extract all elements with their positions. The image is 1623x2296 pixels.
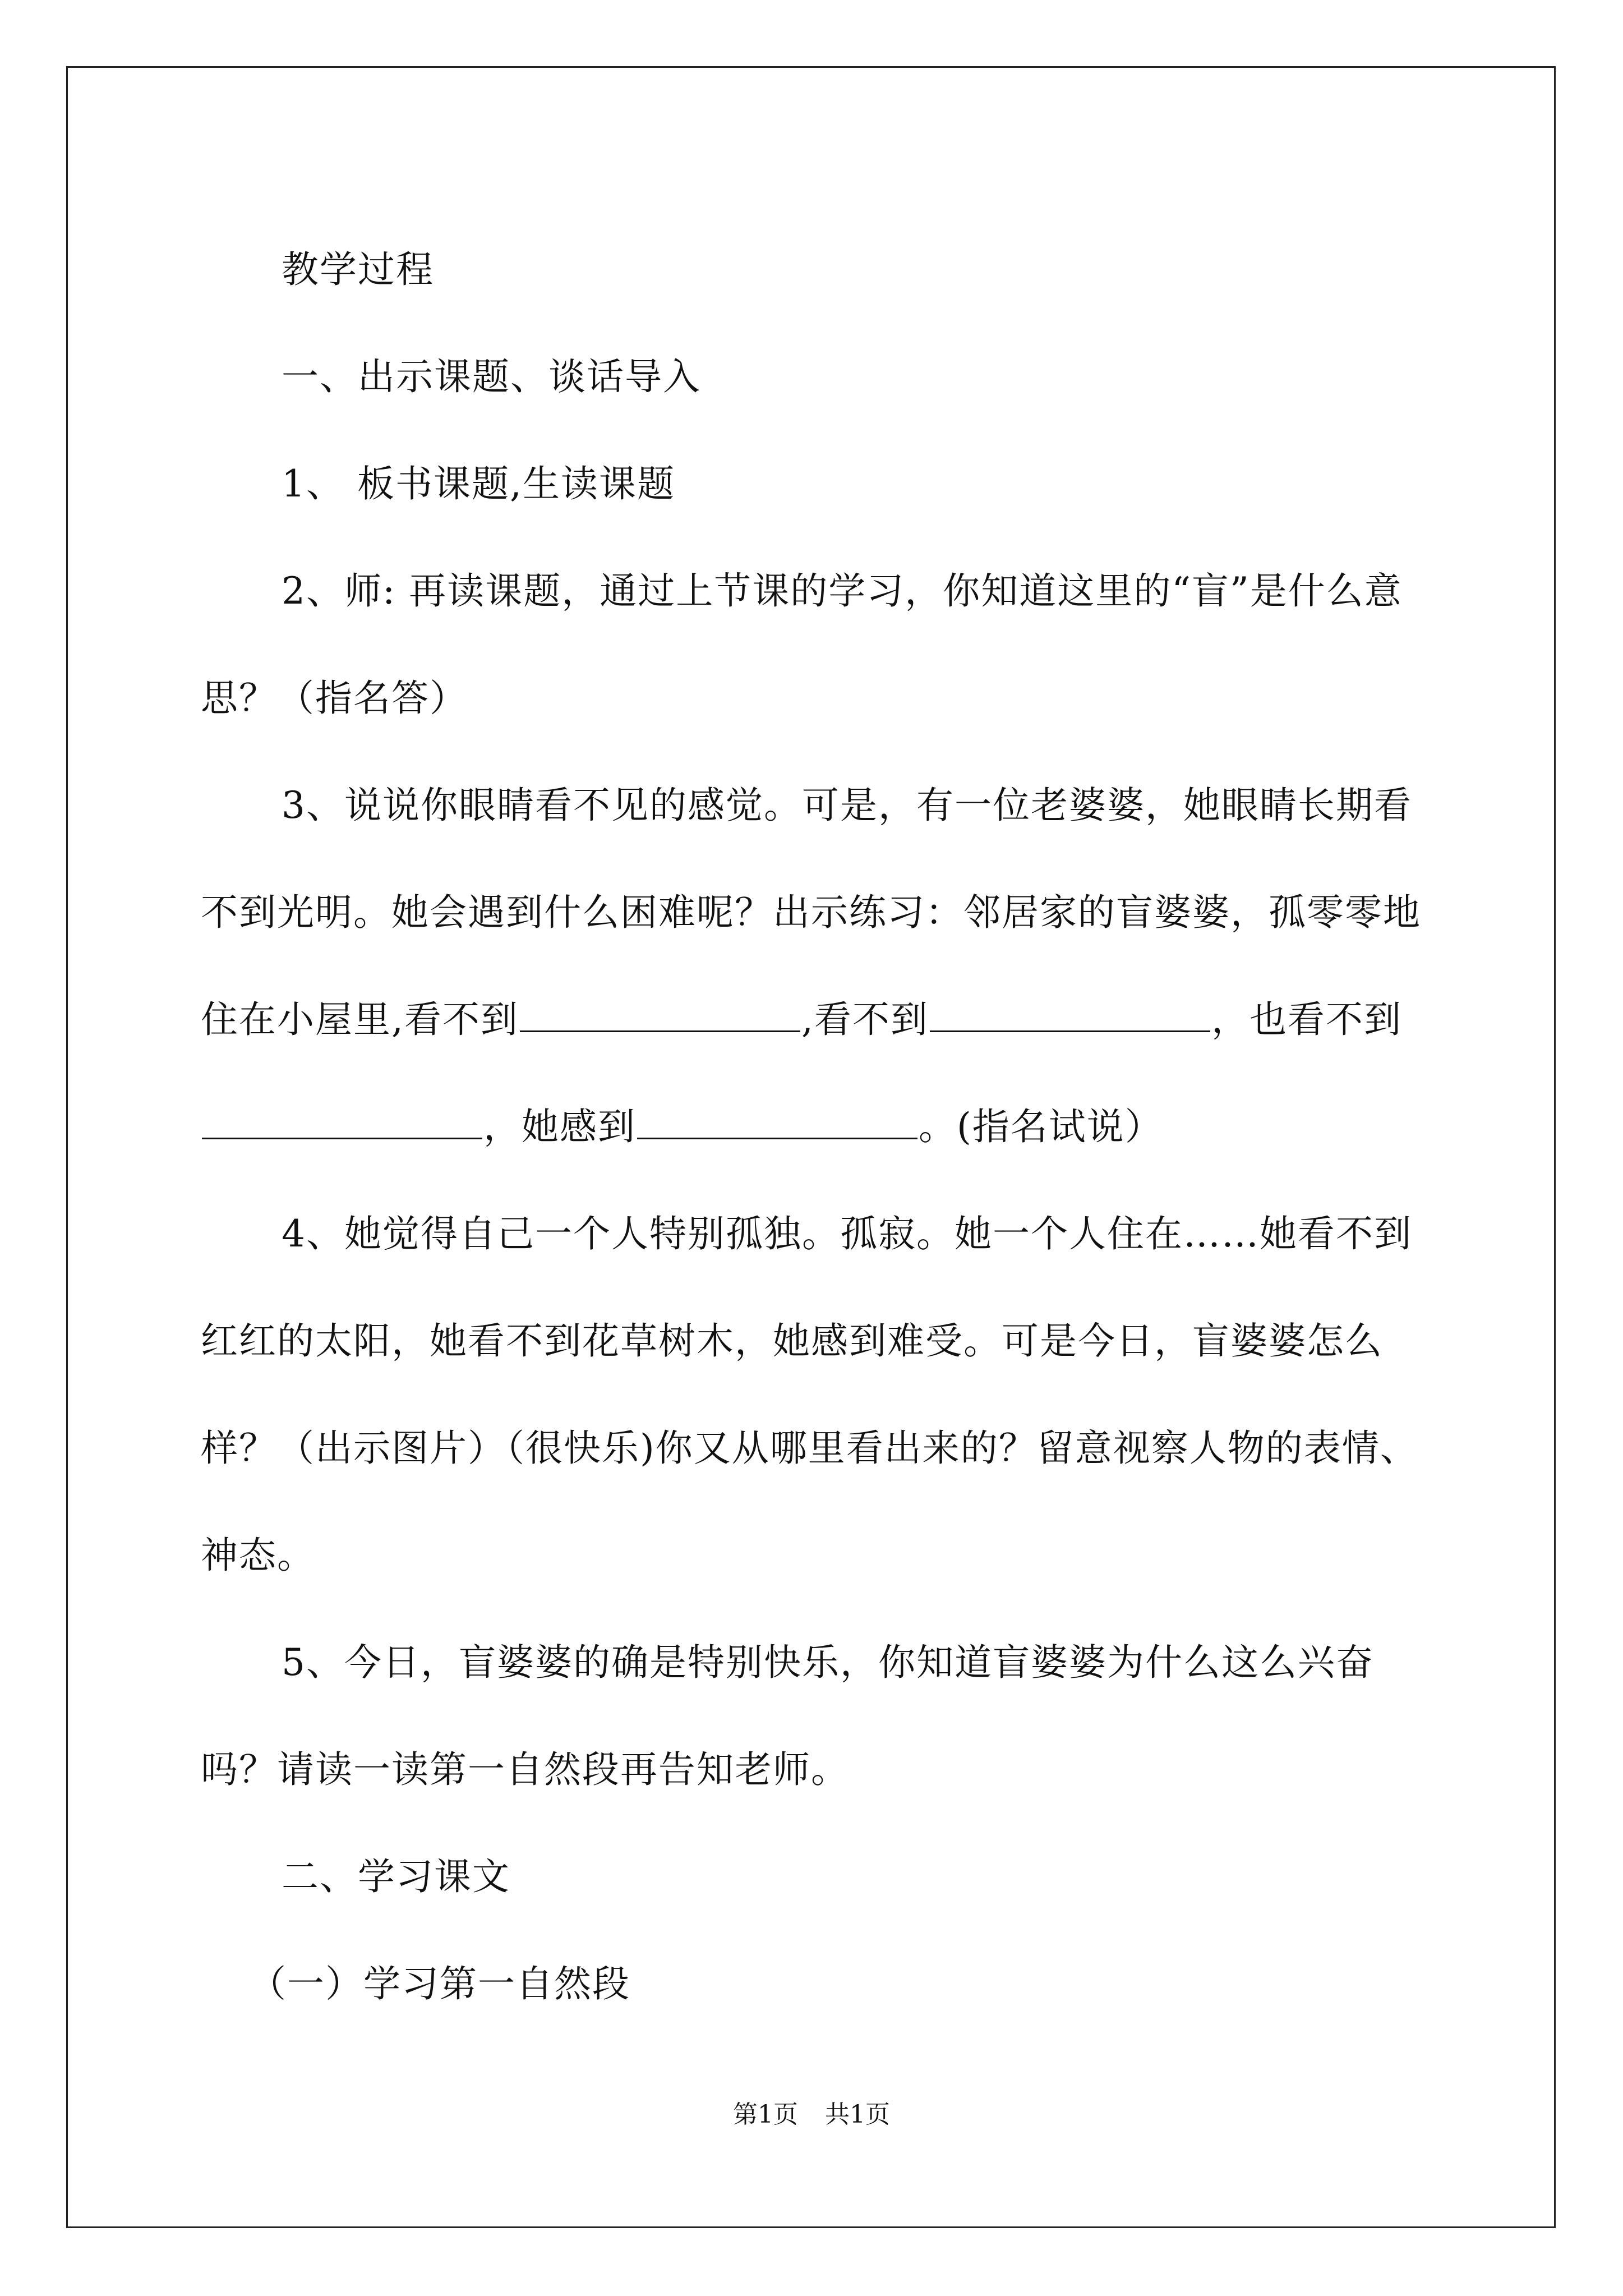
item-3-text-2: ,看不到 (801, 998, 929, 1041)
item-3-text-1: 3、说说你眼睛看不见的感觉。可是，有一位老婆婆，她眼睛长期看不到光明。她会遇到什么困难呢？出示练习：邻居家的盲婆婆，孤零零地住在小屋里,看不到 (201, 784, 1421, 1041)
item-3 (201, 752, 1432, 1180)
fill-blank-1 (520, 993, 800, 1032)
heading: 教学过程 (282, 248, 434, 291)
section-two-title: 二、学习课文 (282, 1855, 510, 1898)
item-3-text-3: ，也看不到 (1211, 998, 1402, 1041)
item-5: 5、今日，盲婆婆的确是特别快乐，你知道盲婆婆为什么这么兴奋吗？请读一读第一自然段再告知老师。 (201, 1641, 1374, 1791)
document-body (201, 216, 1432, 2037)
item-3-text-5: 。(指名试说） (919, 1105, 1163, 1148)
section-one-title: 一、出示课题、谈话导入 (282, 355, 701, 398)
fill-blank-2 (930, 993, 1210, 1032)
item-1: 1、 板书课题,生读课题 (282, 462, 675, 505)
page-number: 第1页 (733, 2100, 798, 2129)
fill-blank-3 (202, 1101, 482, 1139)
item-2: 2、师: 再读课题，通过上节课的学习，你知道这里的“盲”是什么意思？（指名答） (201, 569, 1403, 720)
page-footer (0, 2098, 1623, 2132)
page-total: 共1页 (825, 2100, 890, 2129)
item-4: 4、她觉得自己一个人特别孤独。孤寂。她一个人住在……她看不到红红的太阳，她看不到花草树木，她感到难受。可是今日，盲婆婆怎么样？（出示图片）（很快乐)你又从哪里看出来的？留意视察人物的表情、神态。 (201, 1212, 1418, 1577)
item-3-text-4: ，她感到 (483, 1105, 636, 1148)
subsection-one-title: （一）学习第一自然段 (249, 1962, 630, 2005)
fill-blank-4 (637, 1101, 917, 1139)
